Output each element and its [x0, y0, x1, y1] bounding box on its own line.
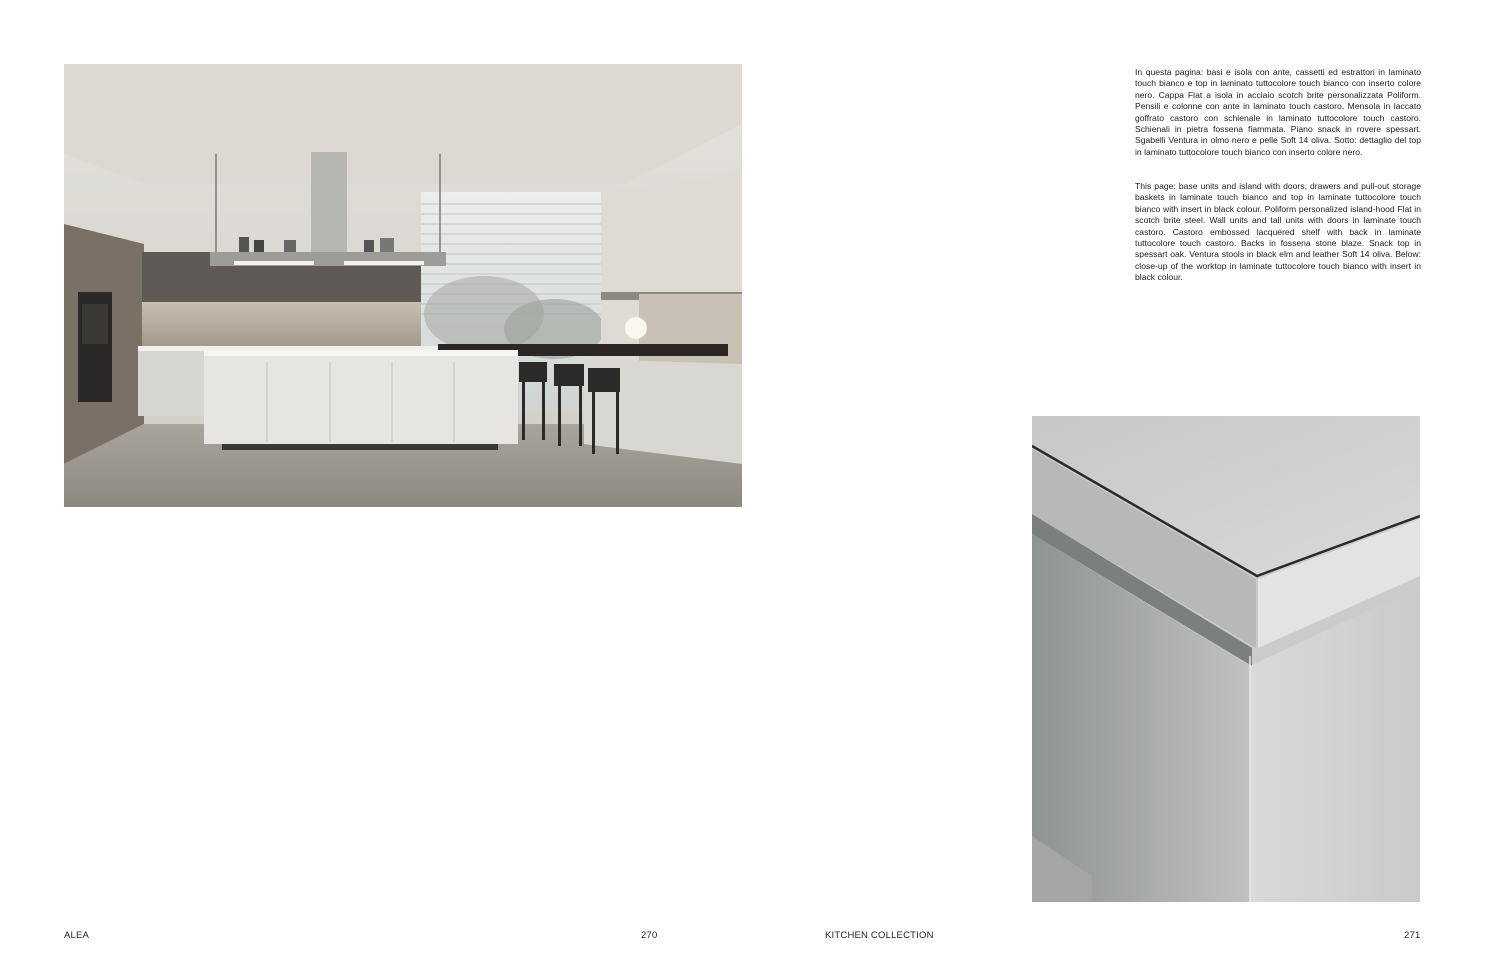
- page-number-left: 270: [641, 930, 658, 941]
- caption-italian: In questa pagina: basi e isola con ante, cassetti ed estrattori in laminato touch bianco e top in laminato tuttocolore touch bianco con inserto colore nero. Cappa Flat a isola in acciaio scotch brite personalizzata Poliform. Pensili e colonne con ante in laminato touch castoro. Mensola in laccato goffrato castoro con schienale in laminato tuttocolore touch castoro. Schienali in pietra fossena fiammata. Piano snack in rovere spessart. Sgabelli Ventura in olmo nero e pelle Soft 14 oliva. Sotto: dettaglio del top in laminato tuttocolore touch bianco con inserto colore nero.: [1135, 67, 1421, 157]
- footer-brand: ALEA: [64, 930, 90, 941]
- caption-english: This page: base units and island with doors, drawers and pull-out storage baskets in laminate touch bianco and top in laminate tuttocolore touch bianco with insert in black colour. Poliform personalized island-hood Flat in scotch brite steel. Wall units and tall units with doors in laminate touch castoro. Castoro embossed lacquered shelf with back in laminate tuttocolore touch castoro. Backs in fossena stone blaze. Snack top in spessart oak. Ventura stools in black elm and leather Soft 14 oliva. Below: close-up of the worktop in laminate tuttocolore touch bianco with insert in black colour.: [1135, 181, 1421, 283]
- kitchen-photo: [64, 64, 742, 507]
- footer-collection: KITCHEN COLLECTION: [825, 930, 934, 941]
- page-number-right: 271: [1404, 930, 1421, 941]
- worktop-detail-photo: [1032, 416, 1420, 902]
